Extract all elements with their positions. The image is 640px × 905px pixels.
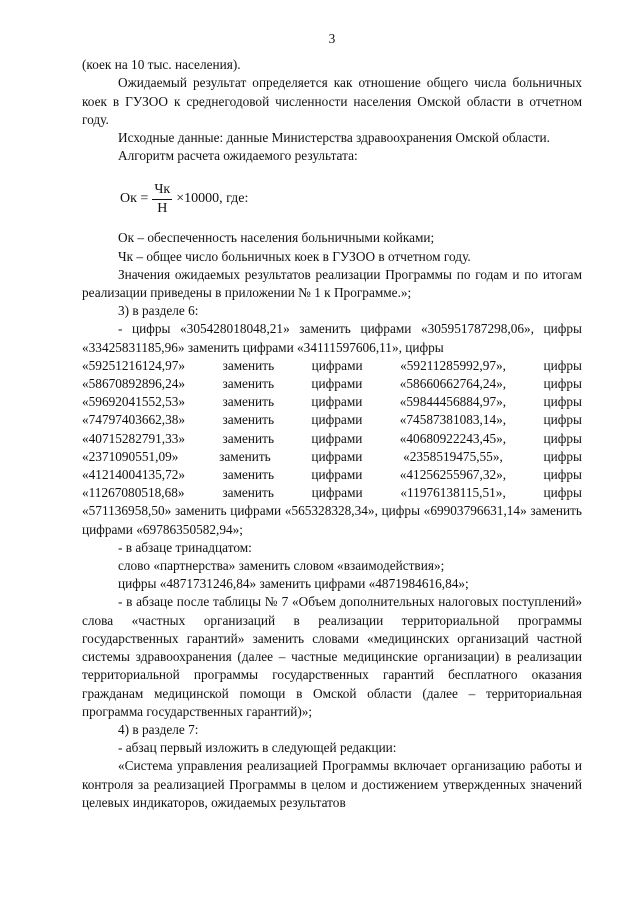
formula-rhs: ×10000 [176,191,220,207]
replacement-row-cell: «59251216124,97» [82,357,186,373]
replacement-row-cell: заменить [222,376,275,392]
paragraph-4: Алгоритм расчета ожидаемого результата: [118,148,358,164]
replacement-row-cell: заменить [222,430,275,446]
replacement-row-cell: «11976138115,51», [400,485,506,501]
replacement-row-cell: цифрами [311,376,363,392]
replacement-row [82,430,582,448]
replacement-row-cell: «2371090551,09» [82,448,179,464]
replacement-row [82,393,582,411]
replacement-row-cell: цифры [543,467,582,483]
replacement-row-cell: цифры [543,430,582,446]
replacement-row-cell: цифрами [311,430,363,446]
replacement-row-cell: заменить [219,448,271,464]
replacement-row [82,466,582,484]
formula-numerator: Чк [152,181,172,200]
replacement-row-cell: «59844456884,97», [399,394,507,410]
formula-denominator: Н [157,200,168,216]
paragraph-7: Значения ожидаемых результатов реализации Программы по годам и по итогам реализации приведены в приложении № 1 к Программе.»; [82,266,582,301]
paragraph-1: (коек на 10 тыс. населения). [82,57,241,73]
replacement-row-cell: заменить [222,357,275,373]
replacement-row-cell: «58670892896,24» [82,376,186,392]
paragraph-3: Исходные данные: данные Министерства здравоохранения Омской области. [118,130,550,146]
replacement-row-cell: цифры [543,376,582,392]
paragraph-17: «Система управления реализацией Программы включает организацию работы и контроля за реализацией Программы в целом и достижением утвержденных значений целевых индикаторов, ожидаемых результатов [82,758,582,810]
replacement-row-cell: заменить [222,412,275,428]
replacement-row-cell: «2358519475,55», [403,448,503,464]
replacement-row [82,411,582,429]
replacement-row [82,375,582,393]
paragraph-8: 3) в разделе 6: [118,303,199,319]
replacement-row-cell: цифрами [311,357,363,373]
formula-suffix: , где: [219,191,249,207]
replacement-rows [82,357,582,503]
paragraph-5: Ок – обеспеченность населения больничными койками; [118,230,435,246]
replacement-row-cell: «74797403662,38» [82,412,186,428]
replacement-row-cell: «41256255967,32», [399,467,507,483]
formula [120,179,582,219]
replacement-row [82,448,582,466]
replacement-row-cell: цифры [543,485,582,501]
replacement-row-cell: «58660662764,24», [399,376,507,392]
paragraph-16: - абзац первый изложить в следующей редакции: [118,740,397,756]
replacement-row-cell: заменить [222,467,275,483]
replacement-row-cell: цифры [543,412,582,428]
replacement-row-cell: цифрами [311,485,363,501]
replacement-row-cell: цифрами [311,412,363,428]
formula-fraction [152,181,172,218]
paragraph-12: слово «партнерства» заменить словом «взаимодействия»; [118,558,445,574]
paragraph-9: - цифры «305428018048,21» заменить цифрами «305951787298,06», цифры «33425831185,96» заменить цифрами «34111597606,11», цифры [82,321,582,355]
document-page [82,30,582,812]
replacement-row-cell: цифры [543,394,582,410]
paragraph-13: цифры «4871731246,84» заменить цифрами «4871984616,84»; [118,576,469,592]
replacement-row-cell: «41214004135,72» [82,467,186,483]
formula-lhs: Ок = [120,191,149,207]
replacement-row-cell: цифрами [311,448,363,464]
paragraph-6: Чк – общее число больничных коек в ГУЗОО в отчетном году. [118,248,471,264]
replacement-row-cell: «40680922243,45», [399,430,507,446]
replacement-row-cell: «11267080518,68» [82,485,185,501]
replacement-row-cell: «59692041552,53» [82,394,186,410]
replacement-row-cell: «74587381083,14», [399,412,507,428]
replacement-row [82,357,582,375]
replacement-row-cell: заменить [222,485,274,501]
page-number: 3 [328,31,336,46]
replacement-row [82,484,582,502]
paragraph-10: «571136958,50» заменить цифрами «565328328,34», цифры «69903796631,14» заменить цифрами «69786350582,94»; [82,503,582,537]
replacement-row-cell: «59211285992,97», [400,357,507,373]
paragraph-11: - в абзаце тринадцатом: [118,539,252,555]
paragraph-14: - в абзаце после таблицы № 7 «Объем дополнительных налоговых поступлений» слова «частных организаций в реализации территориальной программы государственных гарантий» заменить словами «медицинских организаций частной системы здравоохранения (далее – частные медицинские организации) в реализации территориальной программы государственных гарантий бесплатного оказания гражданам медицинской помощи в Омской области (далее – территориальная программа государственных гарантий)»; [82,594,582,719]
paragraph-2: Ожидаемый результат определяется как отношение общего числа больничных коек в ГУЗОО к среднегодовой численности населения Омской области в отчетном году. [82,75,582,127]
paragraph-15: 4) в разделе 7: [118,721,199,737]
replacement-row-cell: цифры [543,357,582,373]
replacement-row-cell: цифры [543,448,582,464]
replacement-row-cell: «40715282791,33» [82,430,186,446]
replacement-row-cell: заменить [222,394,275,410]
replacement-row-cell: цифрами [311,467,363,483]
replacement-row-cell: цифрами [311,394,363,410]
